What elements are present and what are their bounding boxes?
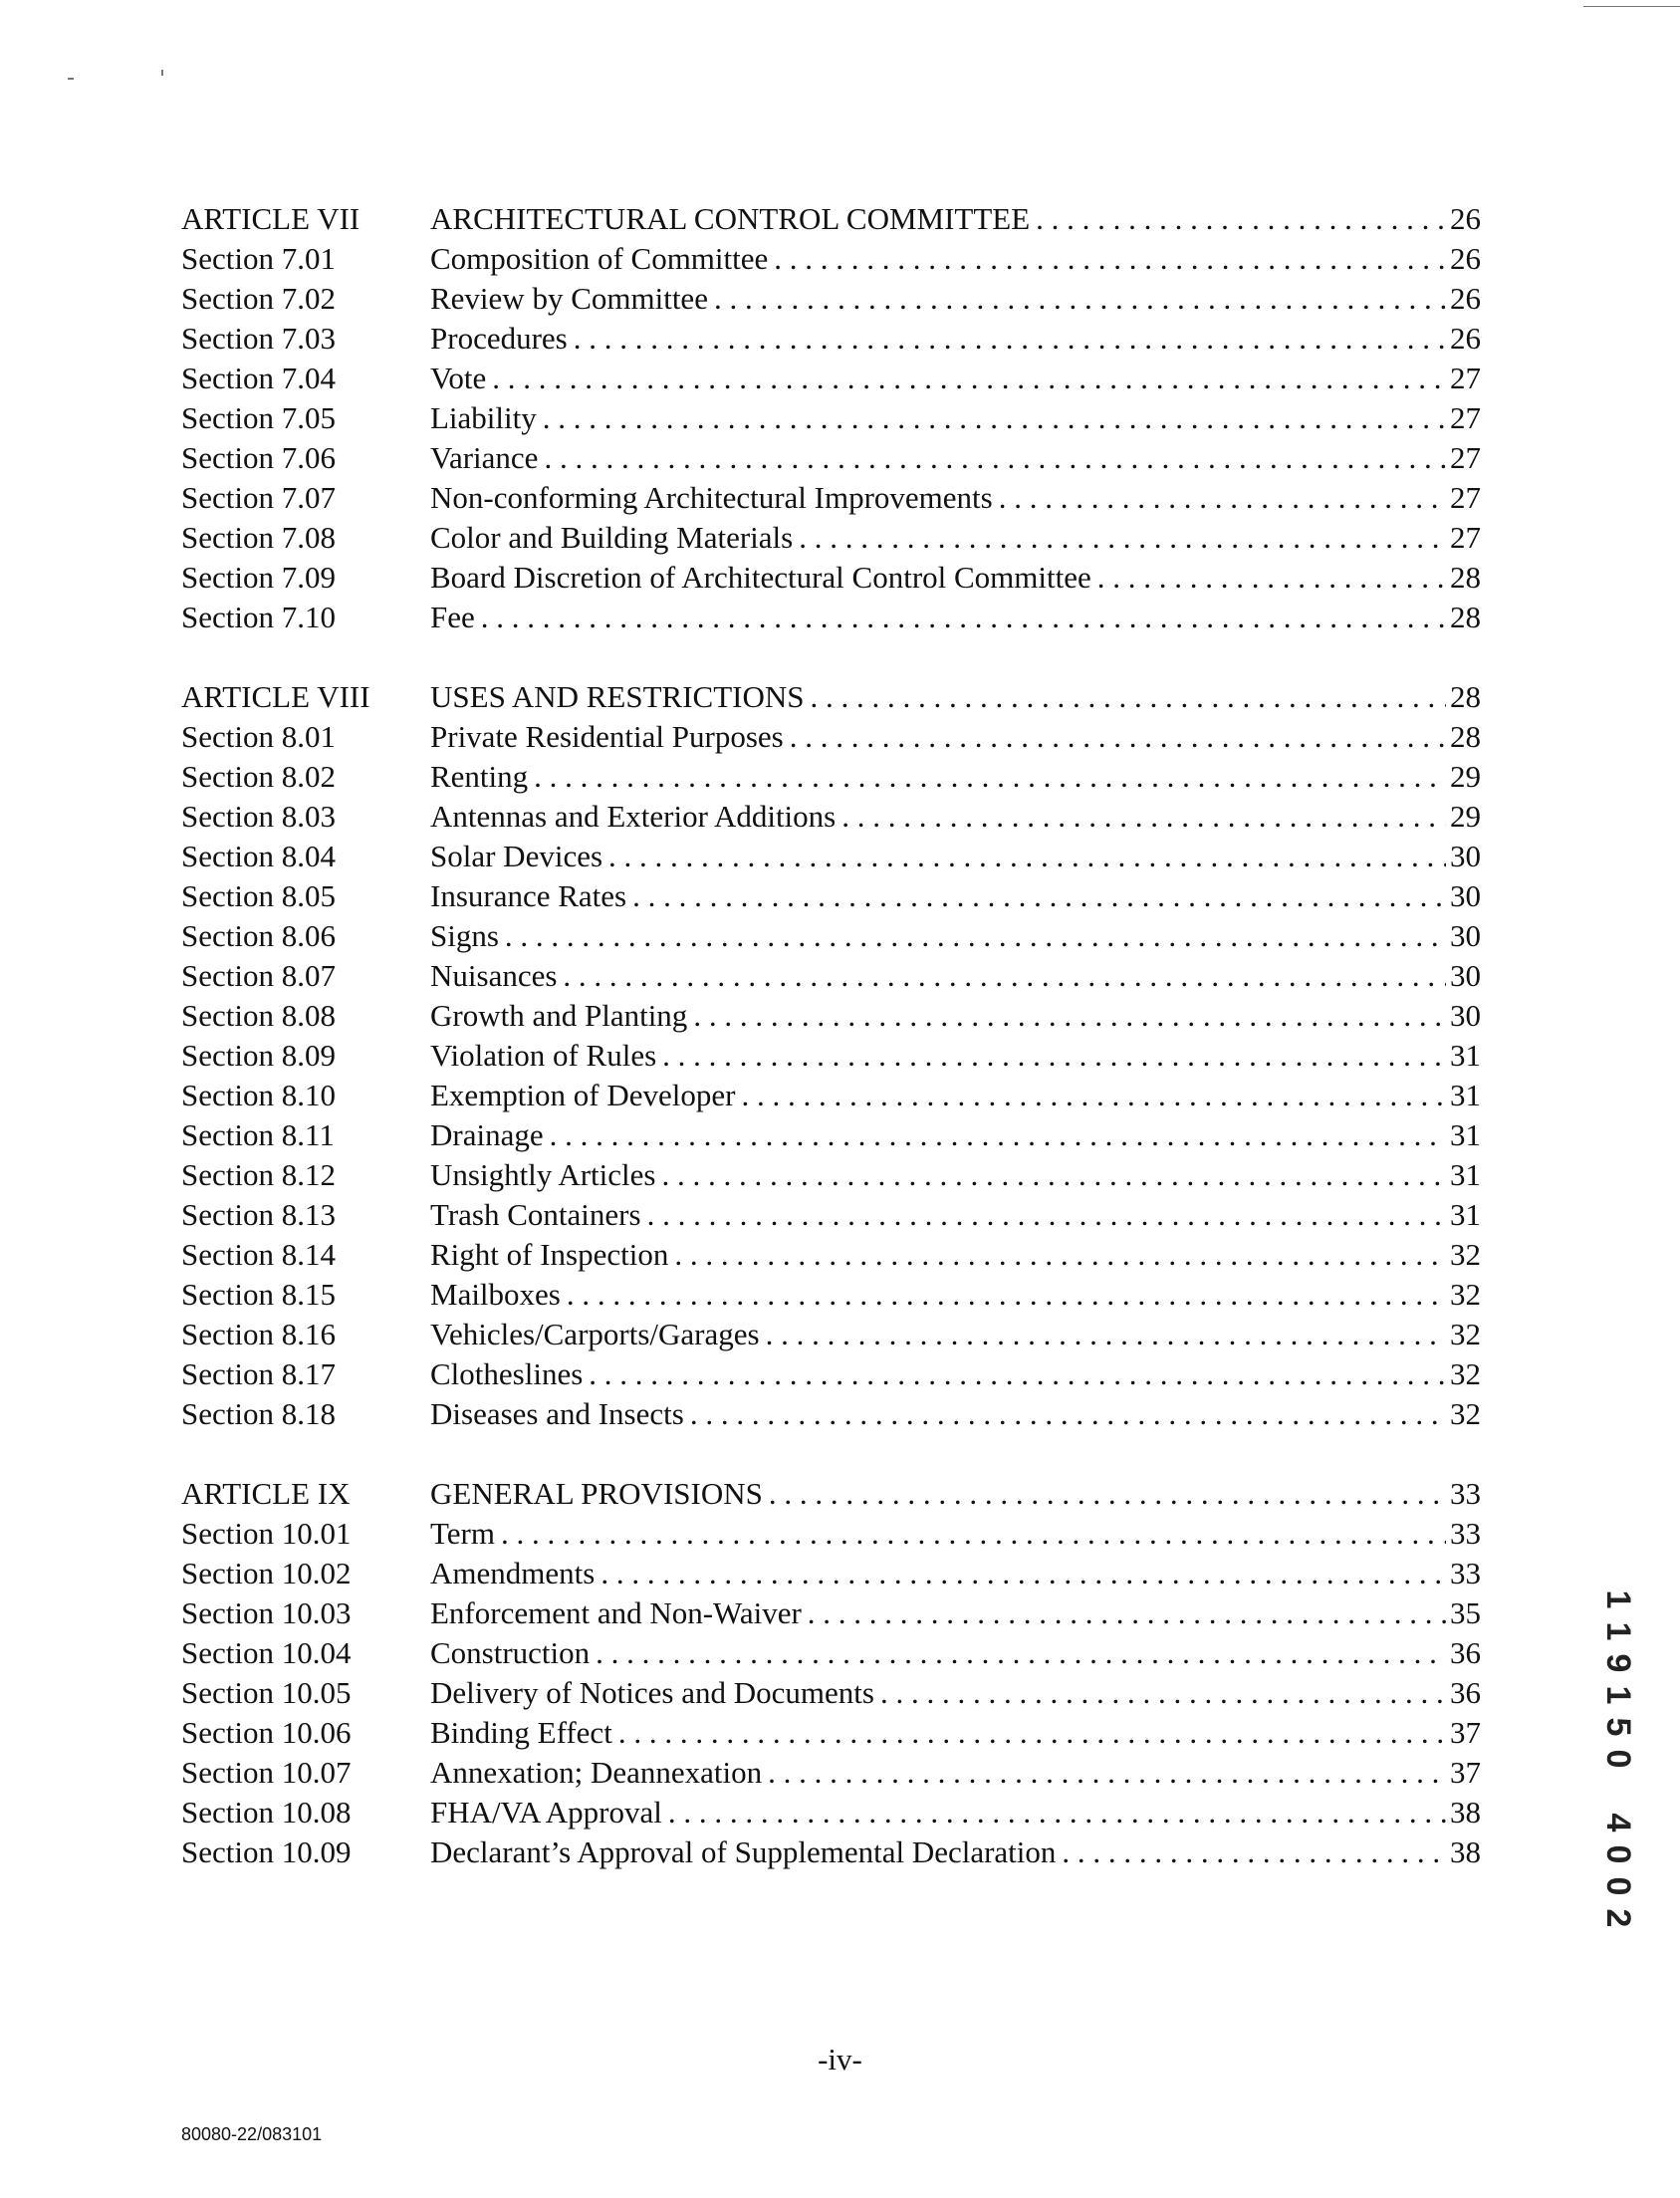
entry-label: Section 8.17 bbox=[181, 1356, 336, 1391]
entry-title: Solar Devices bbox=[430, 839, 603, 873]
entry-page: 31 bbox=[1450, 1038, 1481, 1073]
entry-page: 27 bbox=[1450, 520, 1481, 555]
entry-label: Section 8.14 bbox=[181, 1237, 336, 1272]
section-row bbox=[181, 398, 1481, 438]
section-row bbox=[181, 558, 1481, 598]
entry-page: 35 bbox=[1450, 1595, 1481, 1630]
section-row bbox=[181, 1753, 1481, 1793]
entry-title: ARCHITECTURAL CONTROL COMMITTEE bbox=[430, 201, 1031, 236]
entry-title: GENERAL PROVISIONS bbox=[430, 1476, 763, 1511]
entry-label: Section 7.08 bbox=[181, 520, 336, 555]
entry-page: 32 bbox=[1450, 1317, 1481, 1351]
entry-label: Section 8.02 bbox=[181, 759, 336, 794]
entry-label: Section 8.15 bbox=[181, 1277, 336, 1312]
entry-label: Section 10.05 bbox=[181, 1675, 352, 1710]
entry-title: Unsightly Articles bbox=[430, 1157, 656, 1192]
stamp-char: 1 bbox=[1599, 1621, 1637, 1641]
entry-title: Fee bbox=[430, 600, 475, 634]
dot-leader bbox=[774, 239, 1446, 279]
entry-title: Non-conforming Architectural Improvements bbox=[430, 480, 993, 515]
entry-page: 30 bbox=[1450, 918, 1481, 953]
entry-page: 28 bbox=[1450, 679, 1481, 714]
entry-page: 31 bbox=[1450, 1078, 1481, 1112]
dot-leader bbox=[481, 598, 1446, 637]
entry-page: 31 bbox=[1450, 1157, 1481, 1192]
entry-label: Section 7.04 bbox=[181, 361, 336, 395]
entry-label: Section 8.08 bbox=[181, 998, 336, 1033]
entry-title: Insurance Rates bbox=[430, 878, 627, 913]
entry-title: Delivery of Notices and Documents bbox=[430, 1675, 874, 1710]
entry-label: Section 7.07 bbox=[181, 480, 336, 515]
section-row bbox=[181, 757, 1481, 797]
entry-title: Construction bbox=[430, 1635, 591, 1670]
entry-page: 32 bbox=[1450, 1277, 1481, 1312]
entry-page: 30 bbox=[1450, 998, 1481, 1033]
dot-leader bbox=[1036, 199, 1446, 239]
dot-leader bbox=[768, 1753, 1446, 1793]
entry-label: Section 10.01 bbox=[181, 1516, 352, 1551]
section-row bbox=[181, 717, 1481, 757]
entry-title: Growth and Planting bbox=[430, 998, 688, 1033]
entry-title: Nuisances bbox=[430, 958, 558, 993]
section-row bbox=[181, 876, 1481, 916]
entry-label: Section 7.03 bbox=[181, 321, 336, 356]
entry-page: 32 bbox=[1450, 1237, 1481, 1272]
dot-leader bbox=[811, 677, 1447, 717]
entry-title: Procedures bbox=[430, 321, 568, 356]
entry-label: Section 10.04 bbox=[181, 1635, 352, 1670]
entry-page: 30 bbox=[1450, 839, 1481, 873]
article-heading-row bbox=[181, 1474, 1481, 1514]
entry-page: 27 bbox=[1450, 440, 1481, 475]
scan-speck bbox=[68, 78, 74, 80]
stamp-char: 2 bbox=[1599, 1908, 1637, 1928]
table-of-contents bbox=[181, 199, 1481, 1912]
dot-leader bbox=[690, 1394, 1446, 1434]
section-row bbox=[181, 1275, 1481, 1315]
section-row bbox=[181, 1076, 1481, 1115]
entry-label: Section 8.11 bbox=[181, 1117, 335, 1152]
entry-title: Mailboxes bbox=[430, 1277, 561, 1312]
entry-label: Section 8.13 bbox=[181, 1197, 336, 1232]
dot-leader bbox=[999, 478, 1446, 518]
dot-leader bbox=[505, 916, 1446, 956]
stamp-char: 4 bbox=[1599, 1813, 1637, 1832]
stamp-char: 1 bbox=[1599, 1685, 1637, 1705]
dot-leader bbox=[661, 1155, 1446, 1195]
recording-stamp bbox=[1599, 1584, 1637, 1934]
dot-leader bbox=[563, 956, 1446, 996]
article-heading-row bbox=[181, 199, 1481, 239]
section-row bbox=[181, 438, 1481, 478]
dot-leader bbox=[501, 1514, 1446, 1554]
dot-leader bbox=[543, 398, 1446, 438]
entry-title: Violation of Rules bbox=[430, 1038, 657, 1073]
entry-label: Section 8.16 bbox=[181, 1317, 336, 1351]
entry-title: Annexation; Deannexation bbox=[430, 1755, 763, 1790]
dot-leader bbox=[693, 996, 1446, 1036]
entry-page: 28 bbox=[1450, 719, 1481, 754]
entry-page: 38 bbox=[1450, 1795, 1481, 1830]
entry-label: Section 8.03 bbox=[181, 799, 336, 834]
section-row bbox=[181, 1036, 1481, 1076]
section-row bbox=[181, 359, 1481, 398]
entry-page: 26 bbox=[1450, 241, 1481, 276]
entry-page: 30 bbox=[1450, 878, 1481, 913]
document-code: 80080-22/083101 bbox=[181, 2124, 323, 2144]
article-block bbox=[181, 199, 1481, 637]
stamp-char: 0 bbox=[1599, 1749, 1637, 1769]
entry-title: Renting bbox=[430, 759, 529, 794]
article-heading-row bbox=[181, 677, 1481, 717]
entry-page: 27 bbox=[1450, 480, 1481, 515]
stamp-char: 0 bbox=[1599, 1844, 1637, 1864]
section-row bbox=[181, 598, 1481, 637]
entry-label: ARTICLE VIII bbox=[181, 679, 370, 714]
section-row bbox=[181, 916, 1481, 956]
entry-label: Section 10.03 bbox=[181, 1595, 352, 1630]
entry-page: 33 bbox=[1450, 1516, 1481, 1551]
entry-title: Vote bbox=[430, 361, 487, 395]
entry-title: Declarant’s Approval of Supplemental Declaration bbox=[430, 1834, 1057, 1869]
stamp-char bbox=[1602, 1776, 1634, 1806]
entry-page: 33 bbox=[1450, 1476, 1481, 1511]
scan-speck bbox=[161, 70, 163, 76]
section-row bbox=[181, 1554, 1481, 1593]
entry-page: 28 bbox=[1450, 600, 1481, 634]
section-row bbox=[181, 518, 1481, 558]
dot-leader bbox=[589, 1354, 1446, 1394]
section-row bbox=[181, 478, 1481, 518]
entry-label: Section 7.01 bbox=[181, 241, 336, 276]
dot-leader bbox=[1062, 1832, 1446, 1872]
entry-title: Board Discretion of Architectural Control Committee bbox=[430, 560, 1091, 595]
entry-page: 29 bbox=[1450, 799, 1481, 834]
entry-page: 36 bbox=[1450, 1675, 1481, 1710]
entry-label: Section 8.10 bbox=[181, 1078, 336, 1112]
dot-leader bbox=[550, 1115, 1446, 1155]
entry-label: Section 8.01 bbox=[181, 719, 336, 754]
section-row bbox=[181, 1115, 1481, 1155]
entry-label: Section 7.05 bbox=[181, 400, 336, 435]
section-row bbox=[181, 1155, 1481, 1195]
entry-title: Antennas and Exterior Additions bbox=[430, 799, 837, 834]
section-row bbox=[181, 1514, 1481, 1554]
section-row bbox=[181, 1394, 1481, 1434]
dot-leader bbox=[574, 319, 1446, 359]
scan-edge-line bbox=[1583, 6, 1680, 7]
dot-leader bbox=[790, 717, 1446, 757]
dot-leader bbox=[769, 1474, 1446, 1514]
entry-label: Section 8.18 bbox=[181, 1396, 336, 1431]
entry-page: 31 bbox=[1450, 1117, 1481, 1152]
section-row bbox=[181, 1593, 1481, 1633]
entry-label: Section 8.04 bbox=[181, 839, 336, 873]
entry-label: Section 8.07 bbox=[181, 958, 336, 993]
entry-page: 38 bbox=[1450, 1834, 1481, 1869]
entry-page: 33 bbox=[1450, 1556, 1481, 1590]
entry-label: Section 7.09 bbox=[181, 560, 336, 595]
section-row bbox=[181, 1793, 1481, 1832]
article-block bbox=[181, 1474, 1481, 1872]
section-row bbox=[181, 319, 1481, 359]
section-row bbox=[181, 996, 1481, 1036]
entry-page: 37 bbox=[1450, 1755, 1481, 1790]
section-row bbox=[181, 239, 1481, 279]
entry-label: ARTICLE IX bbox=[181, 1476, 351, 1511]
entry-title: Color and Building Materials bbox=[430, 520, 794, 555]
section-row bbox=[181, 797, 1481, 837]
section-row bbox=[181, 1713, 1481, 1753]
entry-title: Term bbox=[430, 1516, 495, 1551]
entry-label: Section 10.02 bbox=[181, 1556, 352, 1590]
entry-title: Amendments bbox=[430, 1556, 596, 1590]
dot-leader bbox=[534, 757, 1446, 797]
entry-label: ARTICLE VII bbox=[181, 201, 360, 236]
dot-leader bbox=[766, 1315, 1446, 1354]
entry-label: Section 10.06 bbox=[181, 1715, 352, 1750]
dot-leader bbox=[544, 438, 1446, 478]
entry-label: Section 7.06 bbox=[181, 440, 336, 475]
entry-page: 27 bbox=[1450, 361, 1481, 395]
entry-label: Section 8.12 bbox=[181, 1157, 336, 1192]
entry-label: Section 10.09 bbox=[181, 1834, 352, 1869]
dot-leader bbox=[608, 837, 1446, 876]
dot-leader bbox=[799, 518, 1446, 558]
entry-label: Section 7.10 bbox=[181, 600, 336, 634]
dot-leader bbox=[741, 1076, 1446, 1115]
entry-page: 36 bbox=[1450, 1635, 1481, 1670]
entry-title: Signs bbox=[430, 918, 499, 953]
entry-page: 29 bbox=[1450, 759, 1481, 794]
section-row bbox=[181, 1235, 1481, 1275]
entry-page: 32 bbox=[1450, 1396, 1481, 1431]
entry-title: Trash Containers bbox=[430, 1197, 641, 1232]
entry-page: 26 bbox=[1450, 321, 1481, 356]
dot-leader bbox=[674, 1235, 1446, 1275]
dot-leader bbox=[492, 359, 1446, 398]
entry-title: Exemption of Developer bbox=[430, 1078, 736, 1112]
page-number: -iv- bbox=[818, 2042, 862, 2076]
entry-label: Section 10.08 bbox=[181, 1795, 352, 1830]
stamp-char: 1 bbox=[1599, 1589, 1637, 1609]
dot-leader bbox=[632, 876, 1446, 916]
entry-page: 32 bbox=[1450, 1356, 1481, 1391]
dot-leader bbox=[1097, 558, 1446, 598]
entry-title: Right of Inspection bbox=[430, 1237, 669, 1272]
entry-label: Section 8.05 bbox=[181, 878, 336, 913]
dot-leader bbox=[841, 797, 1446, 837]
entry-title: Binding Effect bbox=[430, 1715, 612, 1750]
dot-leader bbox=[600, 1554, 1446, 1593]
entry-title: Drainage bbox=[430, 1117, 544, 1152]
entry-page: 26 bbox=[1450, 201, 1481, 236]
dot-leader bbox=[647, 1195, 1446, 1235]
stamp-char: 5 bbox=[1599, 1717, 1637, 1737]
dot-leader bbox=[596, 1633, 1446, 1673]
section-row bbox=[181, 1832, 1481, 1872]
section-row bbox=[181, 1633, 1481, 1673]
entry-title: Variance bbox=[430, 440, 539, 475]
section-row bbox=[181, 1315, 1481, 1354]
stamp-char: 0 bbox=[1599, 1876, 1637, 1896]
section-row bbox=[181, 1195, 1481, 1235]
dot-leader bbox=[808, 1593, 1446, 1633]
entry-title: Clotheslines bbox=[430, 1356, 584, 1391]
entry-page: 37 bbox=[1450, 1715, 1481, 1750]
entry-label: Section 10.07 bbox=[181, 1755, 352, 1790]
dot-leader bbox=[618, 1713, 1446, 1753]
section-row bbox=[181, 956, 1481, 996]
entry-label: Section 7.02 bbox=[181, 281, 336, 316]
dot-leader bbox=[668, 1793, 1446, 1832]
dot-leader bbox=[662, 1036, 1446, 1076]
dot-leader bbox=[714, 279, 1446, 319]
entry-title: Vehicles/Carports/Garages bbox=[430, 1317, 760, 1351]
entry-label: Section 8.06 bbox=[181, 918, 336, 953]
entry-page: 28 bbox=[1450, 560, 1481, 595]
stamp-char: 9 bbox=[1599, 1653, 1637, 1673]
entry-page: 31 bbox=[1450, 1197, 1481, 1232]
entry-title: Diseases and Insects bbox=[430, 1396, 684, 1431]
entry-title: USES AND RESTRICTIONS bbox=[430, 679, 805, 714]
section-row bbox=[181, 837, 1481, 876]
entry-title: Composition of Committee bbox=[430, 241, 769, 276]
entry-title: Review by Committee bbox=[430, 281, 708, 316]
section-row bbox=[181, 1354, 1481, 1394]
entry-label: Section 8.09 bbox=[181, 1038, 336, 1073]
dot-leader bbox=[567, 1275, 1446, 1315]
entry-page: 27 bbox=[1450, 400, 1481, 435]
section-row bbox=[181, 1673, 1481, 1713]
entry-page: 30 bbox=[1450, 958, 1481, 993]
entry-title: Liability bbox=[430, 400, 537, 435]
entry-title: Private Residential Purposes bbox=[430, 719, 784, 754]
section-row bbox=[181, 279, 1481, 319]
entry-page: 26 bbox=[1450, 281, 1481, 316]
article-block bbox=[181, 677, 1481, 1434]
entry-title: Enforcement and Non-Waiver bbox=[430, 1595, 802, 1630]
dot-leader bbox=[880, 1673, 1446, 1713]
entry-title: FHA/VA Approval bbox=[430, 1795, 662, 1830]
